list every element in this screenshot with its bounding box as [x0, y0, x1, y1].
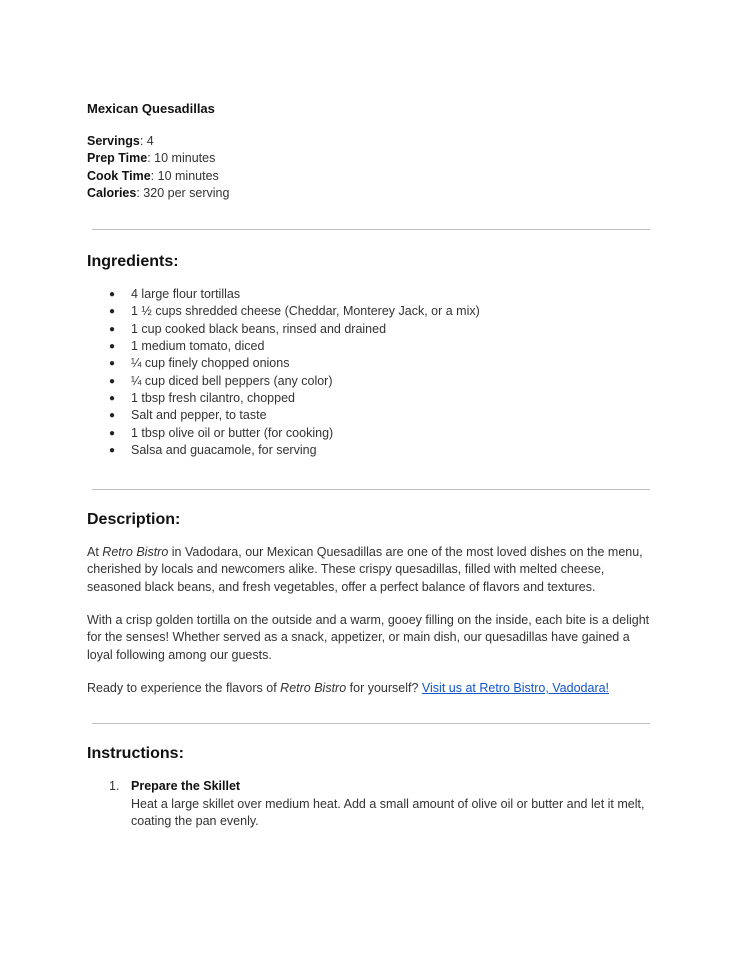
list-item: [87, 338, 652, 355]
list-item: [87, 355, 652, 372]
meta-label: Cook Time: [87, 168, 151, 183]
text-segment: in Vadodara, our Mexican Quesadillas are one of the most loved dishes on the menu, cherished by locals and newcomers alike. These crispy quesadillas, filled with melted cheese, seasoned black beans, and fresh vegetables, offer a perfect balance of flavors and textures.: [87, 545, 643, 594]
section-divider: [92, 723, 650, 724]
visit-us-link[interactable]: Visit us at Retro Bistro, Vadodara!: [421, 680, 610, 695]
ingredient-text: 1 cup cooked black beans, rinsed and drained: [131, 321, 387, 336]
bullet-icon: ●: [109, 289, 116, 301]
bullet-icon: ●: [109, 358, 116, 370]
restaurant-name: Retro Bistro: [102, 545, 169, 560]
meta-servings: [87, 133, 652, 150]
bullet-icon: ●: [109, 427, 116, 439]
ingredient-text: 1 tbsp olive oil or butter (for cooking): [131, 425, 334, 440]
document-page: [87, 100, 652, 830]
section-divider: [92, 489, 650, 490]
bullet-icon: ●: [109, 410, 116, 422]
meta-value: 320 per serving: [143, 185, 230, 200]
list-item: [87, 442, 652, 459]
meta-value: 10 minutes: [154, 151, 216, 166]
step-title: Prepare the Skillet: [131, 779, 241, 794]
meta-separator: :: [139, 134, 147, 148]
list-item: [87, 407, 652, 424]
ingredient-text: 1 medium tomato, diced: [131, 339, 265, 354]
meta-label: Servings: [87, 134, 140, 148]
bullet-icon: ●: [109, 444, 116, 456]
text-segment: for yourself?: [346, 680, 422, 695]
list-item: [87, 390, 652, 407]
description-heading: Description:: [87, 511, 181, 529]
list-item: [87, 321, 652, 338]
recipe-title: Mexican Quesadillas: [87, 101, 215, 116]
bullet-icon: ●: [109, 375, 116, 387]
meta-value: 4: [146, 134, 154, 148]
bullet-icon: ●: [109, 341, 116, 353]
description-paragraph-1: [87, 544, 652, 596]
list-item: [87, 286, 652, 303]
meta-separator: :: [150, 168, 158, 183]
text-segment: Ready to experience the flavors of: [87, 680, 281, 695]
ingredient-text: 1 ½ cups shredded cheese (Cheddar, Monterey Jack, or a mix): [131, 304, 480, 319]
meta-prep-time: [87, 150, 652, 167]
section-divider: [92, 229, 650, 230]
meta-separator: :: [147, 151, 155, 166]
ingredients-heading: Ingredients:: [87, 253, 179, 271]
ingredient-text: Salsa and guacamole, for serving: [131, 442, 317, 457]
text-segment: At: [87, 545, 103, 560]
ingredient-text: 4 large flour tortillas: [131, 287, 241, 302]
ingredient-text: Salt and pepper, to taste: [131, 408, 267, 423]
bullet-icon: ●: [109, 392, 116, 404]
list-item: [87, 373, 652, 390]
description-paragraph-2: With a crisp golden tortilla on the outside and a warm, gooey filling on the inside, each bite is a delight for the senses! Whether served as a snack, appetizer, or main dish, our quesadillas have gained a loyal following among our guests.: [87, 613, 650, 662]
meta-cook-time: [87, 168, 652, 185]
ingredient-text: 1 tbsp fresh cilantro, chopped: [131, 390, 295, 405]
meta-label: Prep Time: [87, 151, 148, 166]
list-item: [87, 425, 652, 442]
step-body: Heat a large skillet over medium heat. Add a small amount of olive oil or butter and let it melt, coating the pan evenly.: [131, 796, 645, 828]
step-number: 1.: [109, 779, 120, 794]
meta-label: Calories: [87, 185, 137, 200]
recipe-meta: [87, 133, 652, 202]
instructions-list: [87, 778, 652, 830]
meta-calories: [87, 185, 652, 202]
list-item: [87, 303, 652, 320]
ingredients-list: [87, 286, 652, 459]
instruction-step: [87, 778, 652, 830]
ingredient-text: ¼ cup diced bell peppers (any color): [131, 373, 333, 388]
ingredient-text: ¼ cup finely chopped onions: [131, 356, 290, 371]
meta-separator: :: [136, 185, 144, 200]
instructions-heading: Instructions:: [87, 745, 184, 763]
meta-value: 10 minutes: [157, 168, 219, 183]
bullet-icon: ●: [109, 306, 116, 318]
restaurant-name: Retro Bistro: [280, 680, 347, 695]
bullet-icon: ●: [109, 323, 116, 335]
description-paragraph-3: [87, 680, 652, 697]
